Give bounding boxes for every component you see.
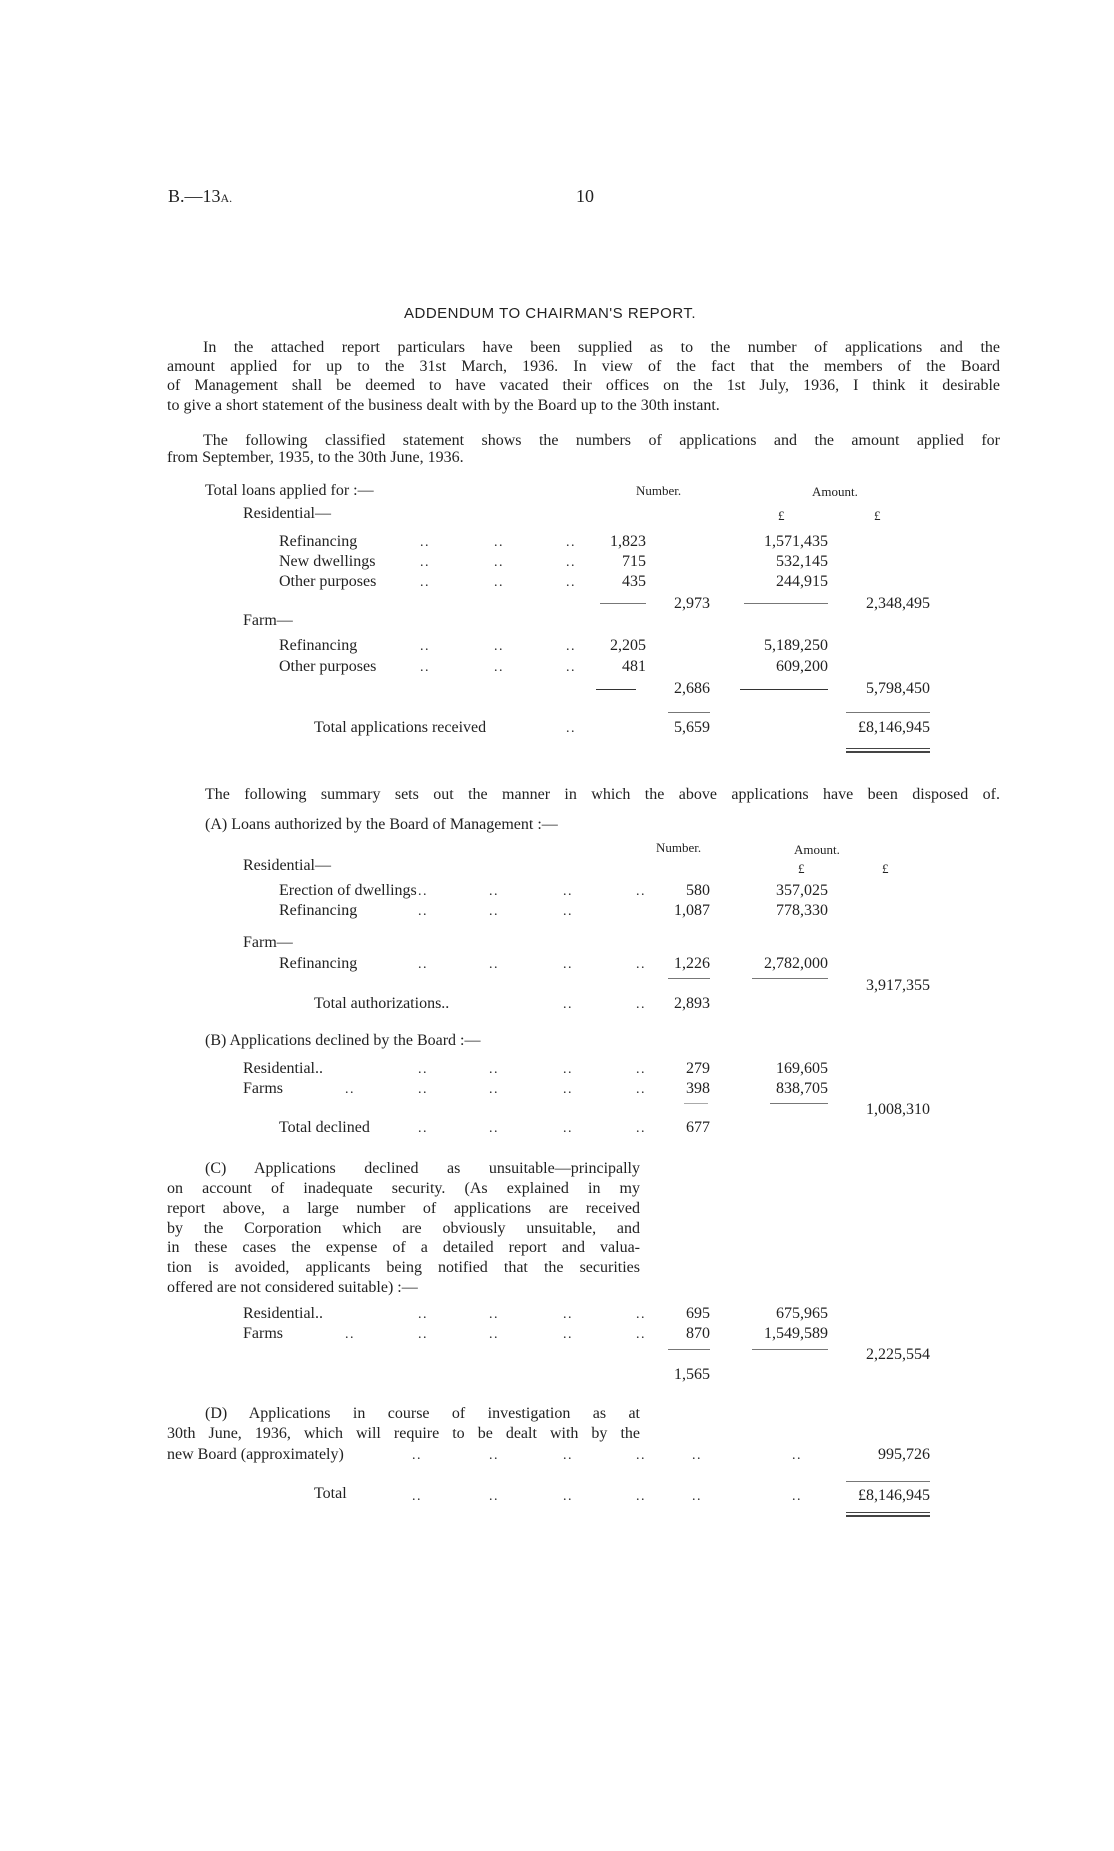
leader-dots <box>563 901 571 922</box>
leader-dots <box>420 572 428 593</box>
row-amount: 609,200 <box>776 658 828 675</box>
section-d-text: 30th June, 1936, which will require to be dealt with by the <box>167 1425 640 1442</box>
row-number: 580 <box>686 882 710 899</box>
farm-label: Farm— <box>243 612 293 629</box>
leader-dots <box>566 532 574 553</box>
total-number: 5,659 <box>674 719 710 736</box>
section-b-heading: (B) Applications declined by the Board :— <box>205 1032 481 1049</box>
leader-dots <box>636 1445 644 1466</box>
subtotal-rule <box>752 978 828 979</box>
leader-dots <box>489 881 497 902</box>
leader-dots <box>420 636 428 657</box>
leader-dots <box>494 552 502 573</box>
row-amount: 675,965 <box>776 1305 828 1322</box>
leader-dots <box>636 1059 644 1080</box>
leader-dots <box>636 954 644 975</box>
paragraph-line: In the attached report particulars have been supplied as to the number of applications and the <box>203 339 1000 356</box>
subtotal-rule <box>596 689 636 690</box>
leader-dots <box>563 954 571 975</box>
leader-dots <box>563 1059 571 1080</box>
page-title: ADDENDUM TO CHAIRMAN'S REPORT. <box>404 305 697 322</box>
leader-dots <box>418 1324 426 1345</box>
leader-dots <box>345 1079 353 1100</box>
total-number: 2,893 <box>674 995 710 1012</box>
leader-dots <box>418 901 426 922</box>
subtotal-number: 2,973 <box>674 595 710 612</box>
leader-dots <box>489 1445 497 1466</box>
total-label: Total declined <box>279 1119 370 1136</box>
leader-dots <box>636 1079 644 1100</box>
row-number: 1,087 <box>674 902 710 919</box>
row-amount: 2,782,000 <box>764 955 828 972</box>
leader-dots <box>489 954 497 975</box>
leader-dots <box>792 1486 800 1507</box>
row-number: 398 <box>686 1080 710 1097</box>
row-label: Refinancing <box>279 955 358 972</box>
currency-symbol: £ <box>874 508 881 523</box>
leader-dots <box>489 1059 497 1080</box>
row-label: Erection of dwellings <box>279 882 417 899</box>
leader-dots <box>636 881 644 902</box>
row-number: 279 <box>686 1060 710 1077</box>
row-number: 435 <box>622 573 646 590</box>
leader-dots <box>636 994 644 1015</box>
total-amount: 1,008,310 <box>866 1101 930 1118</box>
total-label: Total applications received <box>314 719 487 736</box>
row-label: New dwellings <box>279 553 376 570</box>
leader-dots <box>636 1486 644 1507</box>
leader-dots <box>494 532 502 553</box>
subtotal-amount: 5,798,450 <box>866 680 930 697</box>
leader-dots <box>692 1486 700 1507</box>
leader-dots <box>489 1486 497 1507</box>
subtotal-amount: 2,348,495 <box>866 595 930 612</box>
double-rule <box>846 748 930 753</box>
leader-dots <box>563 1324 571 1345</box>
currency-symbol: £ <box>778 508 785 523</box>
row-label: Residential.. <box>243 1305 323 1322</box>
leader-dots <box>563 994 571 1015</box>
leader-dots <box>792 1445 800 1466</box>
row-amount: 1,571,435 <box>764 533 828 550</box>
leader-dots <box>563 1079 571 1100</box>
leader-dots <box>489 1079 497 1100</box>
section-d-text: (D) Applications in course of investigation as at <box>205 1405 640 1422</box>
section-c-text: in these cases the expense of a detailed report and valua- <box>167 1239 640 1256</box>
section-c-text: on account of inadequate security. (As explained in my <box>167 1180 640 1197</box>
row-label: Other purposes <box>279 658 377 675</box>
total-rule <box>846 712 930 713</box>
row-label: Refinancing <box>279 637 358 654</box>
leader-dots <box>636 1118 644 1139</box>
subtotal-number: 2,686 <box>674 680 710 697</box>
total-amount: 3,917,355 <box>866 977 930 994</box>
leader-dots <box>412 1486 420 1507</box>
leader-dots <box>563 1445 571 1466</box>
row-amount: 357,025 <box>776 882 828 899</box>
subtotal-rule <box>752 1349 828 1350</box>
row-number: 870 <box>686 1325 710 1342</box>
total-label: Total authorizations.. <box>314 995 450 1012</box>
leader-dots <box>636 1324 644 1345</box>
section-c-text: report above, a large number of applications are received <box>167 1200 640 1217</box>
number-column-header: Number. <box>656 840 702 855</box>
leader-dots <box>566 552 574 573</box>
leader-dots <box>494 636 502 657</box>
residential-label: Residential— <box>243 857 331 874</box>
subtotal-rule <box>770 1103 828 1104</box>
leader-dots <box>489 901 497 922</box>
row-amount: 778,330 <box>776 902 828 919</box>
row-number: 1,823 <box>610 533 646 550</box>
leader-dots <box>345 901 353 922</box>
subtotal-rule <box>744 603 828 604</box>
section-c-text: tion is avoided, applicants being notified that the securities <box>167 1259 640 1276</box>
leader-dots <box>489 1304 497 1325</box>
total-number: 677 <box>686 1119 710 1136</box>
leader-dots <box>494 572 502 593</box>
leader-dots <box>489 1118 497 1139</box>
leader-dots <box>636 1304 644 1325</box>
row-amount: 244,915 <box>776 573 828 590</box>
leader-dots <box>563 1486 571 1507</box>
summary-intro: The following summary sets out the manner in which the above applications have been disposed of. <box>205 786 1000 803</box>
amount-column-header: Amount. <box>794 842 840 857</box>
amount-column-header: Amount. <box>812 484 858 499</box>
subtotal-rule <box>600 603 646 604</box>
leader-dots <box>563 1304 571 1325</box>
row-number: 2,205 <box>610 637 646 654</box>
section-d-amount: 995,726 <box>878 1446 930 1463</box>
paragraph-line: amount applied for up to the 31st March, 1936. In view of the fact that the members of the Board <box>167 358 1000 375</box>
row-amount: 169,605 <box>776 1060 828 1077</box>
leader-dots <box>566 718 574 739</box>
subtotal-rule <box>684 1103 708 1104</box>
leader-dots <box>412 1445 420 1466</box>
total-rule <box>846 1481 930 1482</box>
row-label: Residential.. <box>243 1060 323 1077</box>
row-amount: 838,705 <box>776 1080 828 1097</box>
leader-dots <box>418 1079 426 1100</box>
row-number: 715 <box>622 553 646 570</box>
table1-heading: Total loans applied for :— <box>205 482 374 499</box>
residential-label: Residential— <box>243 505 331 522</box>
leader-dots <box>418 1059 426 1080</box>
leader-dots <box>692 1445 700 1466</box>
row-label: Refinancing <box>279 533 358 550</box>
row-number: 481 <box>622 658 646 675</box>
section-c-text: (C) Applications declined as unsuitable—principally <box>205 1160 640 1177</box>
grand-total-label: Total <box>314 1485 347 1502</box>
leader-dots <box>418 1304 426 1325</box>
leader-dots <box>489 1324 497 1345</box>
row-amount: 532,145 <box>776 553 828 570</box>
leader-dots <box>418 1118 426 1139</box>
row-amount: 5,189,250 <box>764 637 828 654</box>
total-rule <box>668 712 710 713</box>
section-a-heading: (A) Loans authorized by the Board of Management :— <box>205 816 558 833</box>
section-c-text: offered are not considered suitable) :— <box>167 1279 418 1296</box>
page-number: 10 <box>576 186 594 206</box>
row-label: Other purposes <box>279 573 377 590</box>
leader-dots <box>345 1324 353 1345</box>
row-label: Refinancing <box>279 902 358 919</box>
section-d-text: new Board (approximately) <box>167 1446 344 1463</box>
paragraph-line: of Management shall be deemed to have vacated their offices on the 1st July, 1936, I think it desirable <box>167 377 1000 394</box>
document-reference <box>168 186 232 208</box>
total-amount: 2,225,554 <box>866 1346 930 1363</box>
number-column-header: Number. <box>636 483 682 498</box>
leader-dots <box>566 636 574 657</box>
farm-label: Farm— <box>243 934 293 951</box>
total-number: 1,565 <box>674 1366 710 1383</box>
subtotal-rule <box>740 689 828 690</box>
subtotal-rule <box>668 978 710 979</box>
reference-code: B.—13 <box>168 186 221 206</box>
double-rule <box>846 1512 930 1517</box>
grand-total-amount: £8,146,945 <box>858 1487 930 1504</box>
leader-dots <box>494 657 502 678</box>
currency-symbol: £ <box>798 861 805 876</box>
leader-dots <box>563 881 571 902</box>
leader-dots <box>418 954 426 975</box>
row-label: Farms <box>243 1325 283 1342</box>
total-amount: £8,146,945 <box>858 719 930 736</box>
leader-dots <box>566 572 574 593</box>
section-c-text: by the Corporation which are obviously unsuitable, and <box>167 1220 640 1237</box>
currency-symbol: £ <box>882 861 889 876</box>
leader-dots <box>420 552 428 573</box>
leader-dots <box>563 1118 571 1139</box>
leader-dots <box>566 657 574 678</box>
subtotal-rule <box>668 1349 710 1350</box>
leader-dots <box>420 657 428 678</box>
leader-dots <box>418 881 426 902</box>
row-number: 695 <box>686 1305 710 1322</box>
row-number: 1,226 <box>674 955 710 972</box>
row-amount: 1,549,589 <box>764 1325 828 1342</box>
leader-dots <box>420 532 428 553</box>
paragraph-line: from September, 1935, to the 30th June, 1936. <box>167 449 464 466</box>
row-label: Farms <box>243 1080 283 1097</box>
paragraph-line: The following classified statement shows the numbers of applications and the amount applied for <box>203 432 1000 449</box>
paragraph-line: to give a short statement of the business dealt with by the Board up to the 30th instant. <box>167 397 720 414</box>
reference-suffix: A. <box>220 191 233 205</box>
